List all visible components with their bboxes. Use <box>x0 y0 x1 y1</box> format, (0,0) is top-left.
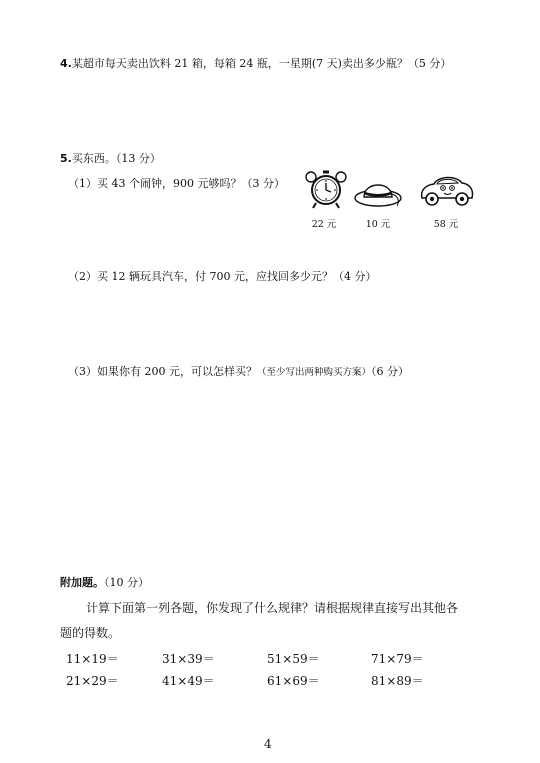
calc-item: 61×69＝ <box>267 674 320 688</box>
question-text: 某超市每天卖出饮料 21 箱，每箱 24 瓶，一星期(7 天)卖出多少瓶？（5 分） <box>71 57 452 70</box>
question-4 <box>60 55 451 71</box>
question-number: 5. <box>60 152 72 165</box>
sub-3-score: （6 分） <box>371 365 410 378</box>
question-5-title <box>60 150 161 166</box>
question-5-sub-2: （2）买 12 辆玩具汽车，付 700 元，应找回多少元？（4 分） <box>68 270 377 283</box>
calc-item: 21×29＝ <box>66 674 119 688</box>
question-5-sub-3 <box>68 363 409 379</box>
question-text: 买东西。（13 分） <box>71 152 161 165</box>
price-label: 22 元 <box>311 219 337 230</box>
calc-item: 71×79＝ <box>371 652 424 666</box>
calc-item: 81×89＝ <box>371 674 424 688</box>
bonus-title <box>60 574 149 590</box>
calc-item: 51×59＝ <box>267 652 320 666</box>
question-5-sub-1: （1）买 43 个闹钟，900 元够吗？（3 分） <box>68 177 285 190</box>
hat-icon <box>352 177 404 209</box>
bonus-heading: 附加题。 <box>60 576 104 589</box>
bonus-score: （10 分） <box>104 576 149 589</box>
calc-item: 31×39＝ <box>162 652 215 666</box>
question-number: 4. <box>60 57 72 70</box>
price-label: 58 元 <box>433 219 459 230</box>
page-number: 4 <box>264 737 272 751</box>
alarm-clock-icon <box>302 170 350 210</box>
price-label: 10 元 <box>365 219 391 230</box>
toy-car-icon <box>416 172 476 210</box>
sub-3-hint: （至少写出两种购买方案） <box>257 367 372 378</box>
calc-item: 41×49＝ <box>162 674 215 688</box>
bonus-instruction-line-2: 题的得数。 <box>60 626 121 640</box>
sub-3-question: （3）如果你有 200 元，可以怎样买？ <box>68 365 257 378</box>
bonus-instruction-line-1: 计算下面第一列各题，你发现了什么规律？请根据规律直接写出其他各 <box>86 601 459 615</box>
calc-item: 11×19＝ <box>66 652 119 666</box>
